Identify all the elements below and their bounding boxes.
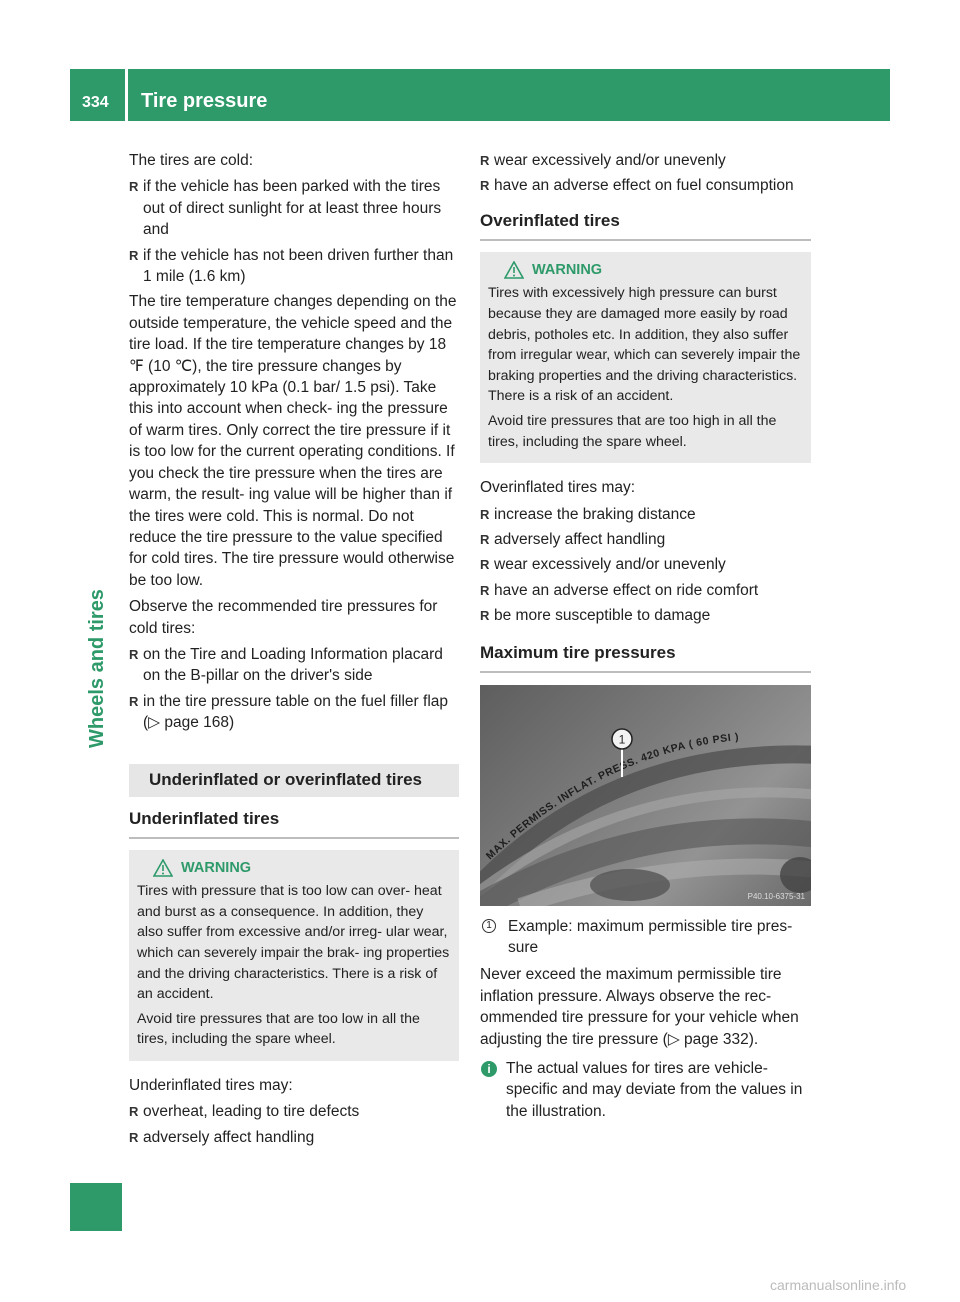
image-code: P40.10-6375-31 [747, 891, 805, 901]
observe-paragraph: Observe the recommended tire pressures for cold tires: [129, 598, 438, 637]
warning-title [137, 858, 451, 879]
caption-text: Example: maximum permissible tire pres- sure [508, 917, 793, 956]
section-heading [129, 764, 459, 797]
warning-text: Tires with excessively high pressure can burst because they are damaged more easily by road debris, potholes etc. In addition, they also suffer from irregular wear, which can severely impair the braking properties and the driving characteristics. There is a risk of an accident. [488, 285, 801, 405]
header-divider [125, 69, 128, 121]
list-item: R increase the braking distance [480, 504, 811, 525]
temperature-paragraph: The tire temperature changes depending on the outside temperature, the vehicle speed and the tire load. If the tire temperature changes by 18 ℉ (10 ℃), the tire pressure changes by approximately 10 kPa (0.1 bar/ 1.5 psi). Take this into account when check- ing the pressure of warm tires. Only correct the tire pressure if it is too low for the current operating conditions. If you check the tire pressure when the tires are warm, the result- ing value will be higher than if the tires were cold. This is normal. Do not reduce the tire pressure to the value specified for cold tires. The tire pressure would otherwise be too low. [129, 293, 457, 589]
list-item: R in the tire pressure table on the fuel filler flap (▷ page 168) [129, 691, 459, 734]
info-text: The actual values for tires are vehicle- specific and may deviate from the values in the illustration. [506, 1060, 803, 1120]
tire-sidewall-illustration [480, 685, 811, 906]
warning-box [129, 850, 459, 1061]
callout-number: 1 [618, 732, 626, 747]
never-exceed-paragraph: Never exceed the maximum permissible tire inflation pressure. Always observe the rec- ommended tire pressure for your vehicle when adjusting the tire pressure (▷ page 332). [480, 966, 799, 1048]
list-item: R wear excessively and/or unevenly [480, 554, 811, 575]
list-item: R be more susceptible to damage [480, 605, 811, 626]
overinflated-may: Overinflated tires may: [480, 479, 636, 497]
warning-label: WARNING [181, 859, 252, 876]
list-item: R if the vehicle has been parked with the tires out of direct sunlight for at least three hours and [129, 176, 459, 240]
list-item: R if the vehicle has not been driven further than 1 mile (1.6 km) [129, 245, 459, 288]
side-tab-block [70, 1183, 122, 1231]
section-heading-text: Underinflated or overinflated tires [149, 769, 422, 789]
list-item: R adversely affect handling [129, 1127, 459, 1148]
list-item: R wear excessively and/or unevenly [480, 150, 811, 171]
list-item: R adversely affect handling [480, 529, 811, 550]
warning-icon [504, 261, 524, 279]
info-note [480, 1058, 811, 1122]
callout-marker: 1 [482, 919, 496, 933]
warning-title [488, 260, 803, 281]
underinflated-heading: Underinflated tires [129, 807, 459, 839]
footer-watermark: carmanualsonline.info [770, 1277, 907, 1293]
overinflated-heading: Overinflated tires [480, 209, 811, 241]
warning-box [480, 252, 811, 463]
info-icon: i [481, 1061, 497, 1077]
cold-intro: The tires are cold: [129, 152, 254, 169]
side-tab-label: Wheels and tires [86, 589, 108, 748]
image-caption [480, 916, 811, 959]
sidewall-text: MAX. PERMISS. INFLAT. PRESS. 420 KPA ( 60 PSI ) [483, 730, 740, 862]
warning-text: Tires with pressure that is too low can over- heat and burst as a consequence. In addition, they also suffer from excessive and/or irreg- ular wear, which can severely impair the brak- ing properties and the driving characteristics. There is a risk of an accident. [137, 883, 450, 1003]
tire-sidewall-image [480, 685, 811, 906]
section-title: Tire pressure [141, 90, 268, 112]
warning-advice: Avoid tire pressures that are too high in all the tires, including the spare wheel. [488, 412, 777, 450]
list-item: R have an adverse effect on ride comfort [480, 580, 811, 601]
list-item: R on the Tire and Loading Information placard on the B-pillar on the driver's side [129, 644, 459, 687]
page-number: 334 [82, 94, 109, 111]
warning-label: WARNING [532, 261, 603, 278]
warning-icon [153, 859, 173, 877]
max-pressure-heading: Maximum tire pressures [480, 641, 811, 673]
warning-advice: Avoid tire pressures that are too low in all the tires, including the spare wheel. [137, 1010, 420, 1048]
list-item: R have an adverse effect on fuel consumption [480, 175, 811, 196]
underinflated-may: Underinflated tires may: [129, 1076, 293, 1094]
left-column [129, 150, 459, 1152]
right-column [480, 150, 811, 1122]
list-item: R overheat, leading to tire defects [129, 1101, 459, 1122]
